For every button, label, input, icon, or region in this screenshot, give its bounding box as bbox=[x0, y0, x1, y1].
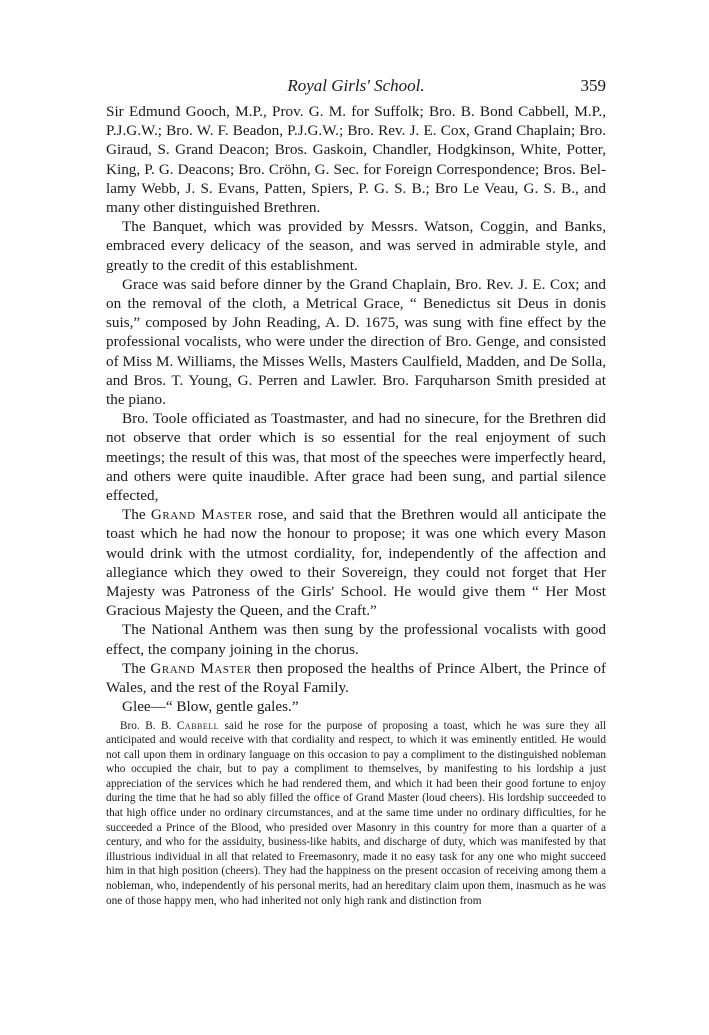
paragraph-toastmaster: Bro. Toole officiated as Toastmaster, and had no sinecure, for the Brethren did not observe that order which is so essential for the real enjoyment of such meetings; the result of this was, that most of the speeches were imperfectly heard, and others were quite inaudible. After grace had been sung, and partial silence effected, bbox=[106, 410, 606, 505]
paragraph-lead-word: The bbox=[122, 659, 146, 677]
paragraph-anthem: The National Anthem was then sung by the professional vocalists with good effect, the company joining in the chorus. bbox=[106, 621, 606, 658]
speaker-prefix: Bro. B. B. bbox=[120, 719, 172, 732]
paragraph-text: then proposed the healths of Prince Albert, the Prince of Wales, and the rest of the Royal Family. bbox=[106, 659, 606, 697]
document-page bbox=[106, 76, 606, 908]
paragraph-text: said he rose for the purpose of proposing a toast, which he was sure they all anticipated and would receive with that cordiality and respect, to which it was eminently entitled. He would not call upon them in ordinary language on this occasion to pay a compliment to the distinguished nobleman who occupied the chair, but to pay a compliment to themselves, by manifesting to his lordship a just appreciation of the services which he had rendered them, and which it had been their good fortune to enjoy during the time that he had so ably filled the office of Grand Master (loud cheers). His lordship succeeded to that high office under no ordinary circumstances, and at the same time under no ordinary difficulties, for he succeeded a Prince of the Blood, who presided over Masonry in this country for more than a quarter of a century, and who for the assiduity, business-like habits, and discharge of duty, which was manifested by that illustrious individual in all that related to Freemasonry, made it no easy task for any one who might succeed him in that high position (cheers). They had the happiness on the present occasion of receiving among them a nobleman, who, independently of his personal merits, had an hereditary claim upon them, inasmuch as he was one of those happy men, who had inherited not only high rank and distinction from bbox=[106, 719, 607, 907]
speech-report bbox=[106, 719, 606, 909]
paragraph-text: rose, and said that the Brethren would all anticipate the toast which he had now the honour to propose; it was one which every Mason would drink with the utmost cordiality, for, independently of the affection and allegiance which they owed to their Sovereign, they could not forget that Her Majesty was Patroness of the Girls' School. He would give them “ Her Most Gracious Majesty the Queen, and the Craft.” bbox=[106, 506, 607, 620]
paragraph-lead-word: The bbox=[122, 506, 146, 524]
paragraph-banquet: The Banquet, which was provided by Messrs. Watson, Coggin, and Banks, embraced every delicacy of the season, and was served in admirable style, and greatly to the credit of this establishment. bbox=[106, 218, 606, 274]
paragraph-royal-family bbox=[106, 659, 606, 697]
paragraph-attendees: Sir Edmund Gooch, M.P., Prov. G. M. for Suffolk; Bro. B. Bond Cabbell, M.P., P.J.G.W.; Bro. W. F. Beadon, P.J.G.W.; Bro. Rev. J. E. Cox, Grand Chaplain; Bro. Giraud, S. Grand Deacon; Bros. Gaskoin, Chandler, Hodgkinson, White, Potter, King, P. G. Deacons; Bro. Cröhn, G. Sec. for Foreign Correspondence; Bros. Bellamy Webb, J. S. Evans, Patten, Spiers, P. G. S. B.; Bro Le Veau, G. S. B., and many other distinguished Brethren. bbox=[106, 103, 606, 217]
paragraph-grace: Grace was said before dinner by the Grand Chaplain, Bro. Rev. J. E. Cox; and on the removal of the cloth, a Metrical Grace, “ Benedictus sit Deus in donis suis,” composed by John Reading, A. D. 1675, was sung with fine effect by the professional vocalists, who were under the direction of Bro. Genge, and consisted of Miss M. Williams, the Misses Wells, Masters Caulfield, Madden, and De Solla, and Bros. T. Young, G. Perren and Lawler. Bro. Farquharson Smith presided at the piano. bbox=[106, 275, 606, 409]
paragraph-cabbell-speech bbox=[106, 719, 606, 909]
speaker-name: Grand Master bbox=[150, 506, 253, 524]
speaker-name: Grand Master bbox=[150, 659, 252, 677]
page-number: 359 bbox=[580, 76, 606, 95]
paragraph-queen-toast bbox=[106, 505, 606, 620]
paragraph-glee: Glee—“ Blow, gentle gales.” bbox=[122, 698, 299, 716]
main-text bbox=[106, 102, 606, 717]
running-header bbox=[106, 76, 606, 102]
running-title: Royal Girls' School. bbox=[287, 76, 425, 95]
speaker-name: Cabbell bbox=[176, 719, 220, 732]
